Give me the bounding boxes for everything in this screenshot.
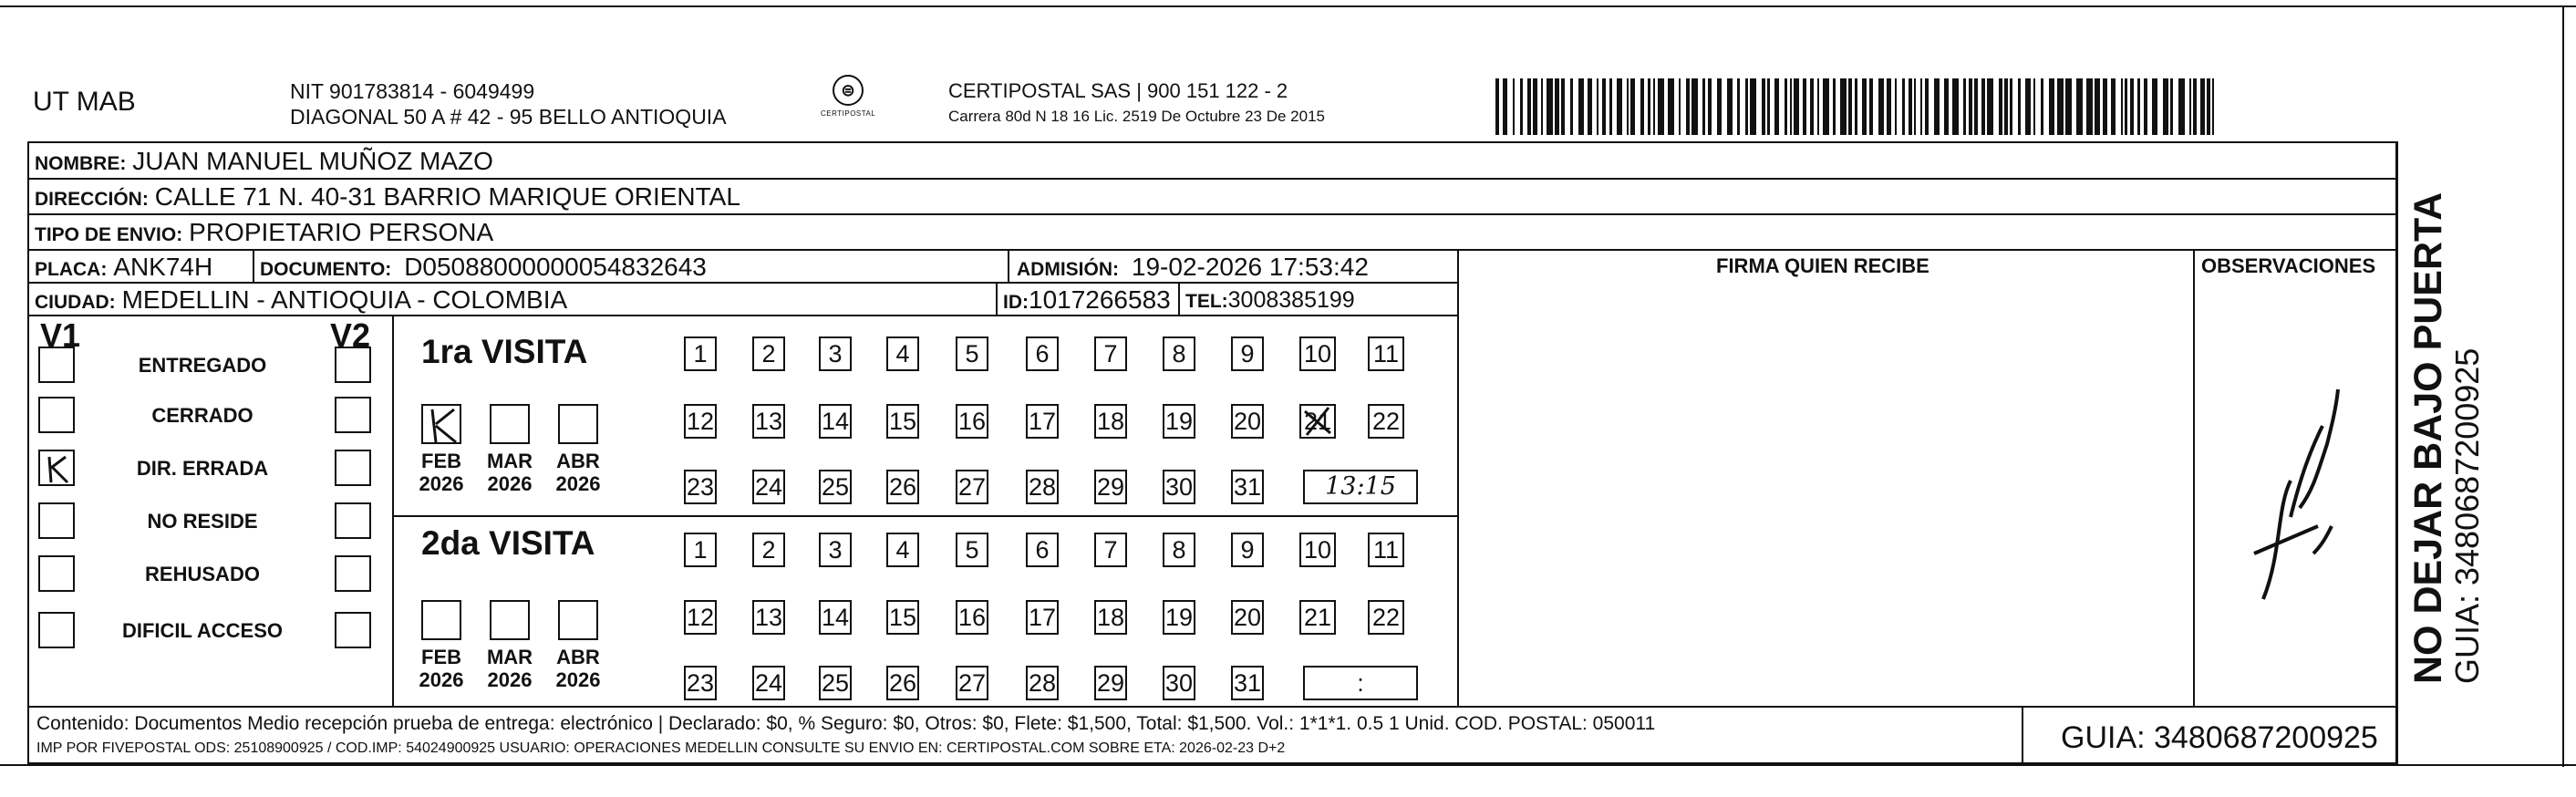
barcode-bar bbox=[2212, 78, 2214, 135]
logo-icon: ⊜ bbox=[833, 75, 864, 106]
barcode-bar bbox=[1503, 78, 1507, 135]
day-box[interactable]: 21 bbox=[1299, 404, 1336, 439]
day-box[interactable]: 14 bbox=[819, 600, 852, 635]
barcode-bar bbox=[1686, 78, 1690, 135]
day-box[interactable]: 2 bbox=[752, 336, 785, 371]
v1-checkbox[interactable] bbox=[38, 555, 75, 592]
barcode-bar bbox=[1794, 78, 1799, 135]
barcode-bar bbox=[1920, 78, 1922, 135]
barcode-bar bbox=[1963, 78, 1966, 135]
month-checkbox[interactable] bbox=[421, 600, 461, 640]
barcode-bar bbox=[2207, 78, 2210, 135]
signature-header: FIRMA QUIEN RECIBE bbox=[1716, 254, 1929, 277]
top-border bbox=[0, 5, 2576, 7]
month-label bbox=[551, 450, 605, 495]
barcode-bar bbox=[1668, 78, 1674, 135]
type-label: TIPO DE ENVIO: bbox=[35, 224, 183, 245]
second-visit-title: 2da VISITA bbox=[421, 524, 595, 562]
month-label bbox=[414, 646, 469, 691]
month-name: ABR bbox=[556, 646, 600, 668]
observations-header: OBSERVACIONES bbox=[2201, 254, 2376, 277]
footer-content: Contenido: Documentos Medio recepción prueba de entrega: electrónico | Declarado: $0, % Seguro: $0, Otros: $0, Flete: $1,500, Total: $1,500. Vol.: 1*1*1. 0.5 1 Unid. COD. POSTAL: 050011 bbox=[36, 713, 1656, 734]
barcode-bar bbox=[1533, 78, 1537, 135]
company-name: UT MAB bbox=[33, 87, 136, 117]
day-box[interactable]: 6 bbox=[1026, 336, 1059, 371]
month-label bbox=[414, 450, 469, 495]
day-box[interactable]: 27 bbox=[956, 470, 988, 504]
barcode-bar bbox=[1785, 78, 1787, 135]
day-box[interactable]: 30 bbox=[1163, 470, 1195, 504]
barcode-bar bbox=[2095, 78, 2100, 135]
day-box[interactable]: 11 bbox=[1368, 533, 1404, 567]
v2-checkbox[interactable] bbox=[335, 347, 371, 383]
status-label: DIR. ERRADA bbox=[136, 457, 269, 480]
v1-checkbox[interactable] bbox=[38, 612, 75, 648]
city-row bbox=[35, 285, 567, 315]
city-value: MEDELLIN - ANTIOQUIA - COLOMBIA bbox=[121, 285, 568, 314]
barcode-bar bbox=[2121, 78, 2123, 135]
delivery-form bbox=[27, 141, 2398, 764]
barcode-bar bbox=[1974, 78, 1978, 135]
barcode-bar bbox=[1855, 78, 1857, 135]
barcode-bar bbox=[1717, 78, 1722, 135]
name-row bbox=[35, 147, 493, 176]
document-label: DOCUMENTO: bbox=[260, 259, 392, 280]
day-box[interactable]: 31 bbox=[1231, 666, 1264, 700]
barcode-bar bbox=[2178, 78, 2185, 135]
barcode-bar bbox=[1944, 78, 1949, 135]
barcode-bar bbox=[1630, 78, 1635, 135]
day-box[interactable]: 4 bbox=[886, 336, 919, 371]
barcode-bar bbox=[2163, 78, 2168, 135]
day-box[interactable]: 25 bbox=[819, 666, 852, 700]
day-box[interactable]: 18 bbox=[1094, 404, 1127, 439]
day-box[interactable]: 26 bbox=[886, 666, 919, 700]
barcode-bar bbox=[1658, 78, 1664, 135]
day-box[interactable]: 16 bbox=[956, 404, 988, 439]
barcode-bar bbox=[2137, 78, 2140, 135]
barcode-bar bbox=[1602, 78, 1606, 135]
barcode-bar bbox=[1902, 78, 1905, 135]
day-box[interactable]: 15 bbox=[886, 404, 919, 439]
barcode-bar bbox=[2004, 78, 2008, 135]
day-box[interactable]: 6 bbox=[1026, 533, 1059, 567]
month-label bbox=[482, 450, 537, 495]
day-box[interactable]: 22 bbox=[1368, 600, 1404, 635]
barcode-bar bbox=[1578, 78, 1584, 135]
barcode-bar bbox=[2086, 78, 2093, 135]
barcode-bar bbox=[2130, 78, 2134, 135]
v1-checkbox[interactable] bbox=[38, 450, 75, 486]
month-year: 2026 bbox=[555, 668, 601, 691]
barcode-bar bbox=[1862, 78, 1867, 135]
barcode-bar bbox=[1513, 78, 1515, 135]
month-name: MAR bbox=[486, 646, 533, 668]
day-box[interactable]: 5 bbox=[956, 533, 988, 567]
barcode-bar bbox=[1909, 78, 1912, 135]
barcode-bar bbox=[1495, 78, 1499, 135]
id-label: ID: bbox=[1003, 292, 1029, 313]
month-checkbox[interactable] bbox=[421, 404, 461, 444]
day-box[interactable]: 29 bbox=[1094, 470, 1127, 504]
barcode-bar bbox=[1969, 78, 1972, 135]
v2-checkbox[interactable] bbox=[335, 555, 371, 592]
side-label bbox=[2407, 192, 2486, 684]
month-checkbox[interactable] bbox=[490, 404, 530, 444]
barcode-bar bbox=[2103, 78, 2107, 135]
barcode-bar bbox=[1597, 78, 1598, 135]
admission-row bbox=[1017, 253, 1369, 282]
day-box[interactable]: 27 bbox=[956, 666, 988, 700]
document-value: D05088000000054832643 bbox=[404, 253, 707, 281]
day-box[interactable]: 13 bbox=[752, 404, 785, 439]
barcode-bar bbox=[1727, 78, 1733, 135]
logo-text: CERTIPOSTAL bbox=[821, 109, 876, 118]
barcode-bar bbox=[1648, 78, 1650, 135]
day-box[interactable]: 17 bbox=[1026, 404, 1059, 439]
status-label: REHUSADO bbox=[145, 563, 260, 585]
checkmark-icon bbox=[423, 406, 463, 446]
status-label: ENTREGADO bbox=[138, 354, 267, 377]
day-box[interactable]: 2 bbox=[752, 533, 785, 567]
barcode-bar bbox=[2065, 78, 2072, 135]
barcode-bar bbox=[1848, 78, 1852, 135]
barcode-bar bbox=[1702, 78, 1705, 135]
barcode-bar bbox=[2111, 78, 2116, 135]
barcode-bar bbox=[1895, 78, 1897, 135]
id-row bbox=[1003, 285, 1171, 315]
day-box[interactable]: 20 bbox=[1231, 600, 1264, 635]
bottom-border bbox=[0, 764, 2576, 766]
day-box[interactable]: 22 bbox=[1368, 404, 1404, 439]
month-label bbox=[482, 646, 537, 691]
month-name: FEB bbox=[421, 646, 461, 668]
handwritten-signature bbox=[2236, 371, 2354, 608]
barcode-bar bbox=[2200, 78, 2205, 135]
barcode-bar bbox=[2125, 78, 2127, 135]
day-box[interactable]: 7 bbox=[1094, 533, 1127, 567]
v1-checkbox[interactable] bbox=[38, 397, 75, 433]
day-box[interactable]: 8 bbox=[1163, 533, 1195, 567]
barcode-bar bbox=[2189, 78, 2191, 135]
barcode bbox=[1495, 78, 2220, 135]
certipostal-logo bbox=[821, 75, 875, 129]
barcode-bar bbox=[1767, 78, 1770, 135]
v2-checkbox[interactable] bbox=[335, 397, 371, 433]
month-year: 2026 bbox=[555, 472, 601, 495]
day-box[interactable]: 3 bbox=[819, 336, 852, 371]
day-box[interactable]: 24 bbox=[752, 666, 785, 700]
side-guia: GUIA: 3480687200925 bbox=[2448, 347, 2486, 684]
day-box[interactable]: 15 bbox=[886, 600, 919, 635]
barcode-bar bbox=[2025, 78, 2031, 135]
day-box[interactable]: 9 bbox=[1231, 336, 1264, 371]
address-row bbox=[35, 182, 740, 212]
day-box[interactable]: 8 bbox=[1163, 336, 1195, 371]
footer-print-info: IMP POR FIVEPOSTAL ODS: 25108900925 / COD.IMP: 54024900925 USUARIO: OPERACIONES MEDELLIN CONSULTE SU ENVIO EN: CERTIPOSTAL.COM SOBRE ETA: 2026-02-23 D+2 bbox=[36, 740, 1286, 756]
month-year: 2026 bbox=[419, 668, 464, 691]
barcode-bar bbox=[1762, 78, 1765, 135]
barcode-bar bbox=[2010, 78, 2012, 135]
plate-row bbox=[35, 253, 212, 282]
barcode-bar bbox=[1878, 78, 1884, 135]
barcode-bar bbox=[1803, 78, 1806, 135]
carrier-license: Carrera 80d N 18 16 Lic. 2519 De Octubre 23 De 2015 bbox=[948, 108, 1325, 125]
day-box[interactable]: 12 bbox=[684, 600, 717, 635]
barcode-bar bbox=[1774, 78, 1779, 135]
day-box[interactable]: 5 bbox=[956, 336, 988, 371]
day-box[interactable]: 20 bbox=[1231, 404, 1264, 439]
day-box[interactable]: 9 bbox=[1231, 533, 1264, 567]
barcode-bar bbox=[1914, 78, 1916, 135]
barcode-bar bbox=[1987, 78, 1993, 135]
day-box[interactable]: 19 bbox=[1163, 404, 1195, 439]
day-box[interactable]: 28 bbox=[1026, 666, 1059, 700]
v1-header: V1 bbox=[40, 316, 81, 354]
tel-row bbox=[1185, 287, 1355, 314]
month-name: FEB bbox=[421, 450, 461, 472]
day-box[interactable]: 19 bbox=[1163, 600, 1195, 635]
barcode-bar bbox=[1981, 78, 1985, 135]
day-box[interactable]: 10 bbox=[1299, 336, 1336, 371]
v2-checkbox[interactable] bbox=[335, 450, 371, 486]
barcode-bar bbox=[1520, 78, 1523, 135]
barcode-bar bbox=[1925, 78, 1929, 135]
cross-mark-icon bbox=[1299, 404, 1336, 440]
tel-value: 3008385199 bbox=[1227, 287, 1355, 313]
barcode-bar bbox=[2033, 78, 2035, 135]
day-box[interactable]: 29 bbox=[1094, 666, 1127, 700]
day-box[interactable]: 3 bbox=[819, 533, 852, 567]
day-box[interactable]: 13 bbox=[752, 600, 785, 635]
barcode-bar bbox=[2018, 78, 2021, 135]
day-box[interactable]: 21 bbox=[1299, 600, 1336, 635]
right-border bbox=[2562, 5, 2564, 767]
day-box[interactable]: 1 bbox=[684, 533, 717, 567]
document-row bbox=[260, 253, 707, 282]
day-box[interactable]: 25 bbox=[819, 470, 852, 504]
barcode-bar bbox=[2144, 78, 2147, 135]
day-box[interactable]: 7 bbox=[1094, 336, 1127, 371]
barcode-bar bbox=[1691, 78, 1698, 135]
barcode-bar bbox=[1750, 78, 1756, 135]
city-label: CIUDAD: bbox=[35, 292, 116, 313]
month-year: 2026 bbox=[487, 668, 533, 691]
barcode-bar bbox=[1887, 78, 1891, 135]
month-year: 2026 bbox=[419, 472, 464, 495]
plate-value: ANK74H bbox=[113, 253, 213, 281]
barcode-bar bbox=[1555, 78, 1559, 135]
status-label: DIFICIL ACCESO bbox=[121, 619, 283, 642]
address-label: DIRECCIÓN: bbox=[35, 189, 149, 210]
barcode-bar bbox=[2152, 78, 2157, 135]
barcode-bar bbox=[1708, 78, 1712, 135]
plate-label: PLACA: bbox=[35, 259, 108, 280]
recipient-name: JUAN MANUEL MUÑOZ MAZO bbox=[132, 147, 493, 175]
hour-box[interactable]: : bbox=[1303, 666, 1418, 700]
barcode-bar bbox=[2049, 78, 2054, 135]
barcode-bar bbox=[1745, 78, 1748, 135]
company-address: DIAGONAL 50 A # 42 - 95 BELLO ANTIOQUIA bbox=[290, 105, 727, 129]
day-box[interactable]: 23 bbox=[684, 470, 717, 504]
barcode-bar bbox=[1547, 78, 1553, 135]
barcode-bar bbox=[1653, 78, 1655, 135]
day-box[interactable]: 24 bbox=[752, 470, 785, 504]
barcode-bar bbox=[1679, 78, 1681, 135]
v1-checkbox[interactable] bbox=[38, 502, 75, 539]
type-row bbox=[35, 218, 493, 247]
day-box[interactable]: 12 bbox=[684, 404, 717, 439]
day-box[interactable]: 10 bbox=[1299, 533, 1336, 567]
barcode-bar bbox=[1627, 78, 1629, 135]
month-name: ABR bbox=[556, 450, 600, 472]
month-year: 2026 bbox=[487, 472, 533, 495]
side-warning: NO DEJAR BAJO PUERTA bbox=[2406, 191, 2450, 684]
day-box[interactable]: 26 bbox=[886, 470, 919, 504]
recipient-address: CALLE 71 N. 40-31 BARRIO MARIQUE ORIENTAL bbox=[154, 182, 740, 211]
status-label: NO RESIDE bbox=[147, 510, 258, 533]
v1-checkbox[interactable] bbox=[38, 347, 75, 383]
first-visit-title: 1ra VISITA bbox=[421, 333, 588, 370]
company-info bbox=[290, 78, 727, 129]
barcode-bar bbox=[1999, 78, 2002, 135]
barcode-bar bbox=[1869, 78, 1873, 135]
barcode-bar bbox=[1823, 78, 1829, 135]
company-nit: NIT 901783814 - 6049499 bbox=[290, 79, 535, 103]
day-box[interactable]: 4 bbox=[886, 533, 919, 567]
month-checkbox[interactable] bbox=[490, 600, 530, 640]
admission-label: ADMISIÓN: bbox=[1017, 259, 1119, 280]
shipment-type: PROPIETARIO PERSONA bbox=[189, 218, 494, 246]
carrier-info bbox=[948, 78, 1325, 129]
day-box[interactable]: 30 bbox=[1163, 666, 1195, 700]
barcode-bar bbox=[1570, 78, 1573, 135]
barcode-bar bbox=[1737, 78, 1740, 135]
month-label bbox=[551, 646, 605, 691]
day-box[interactable]: 14 bbox=[819, 404, 852, 439]
barcode-bar bbox=[1640, 78, 1644, 135]
barcode-bar bbox=[1588, 78, 1592, 135]
barcode-bar bbox=[1541, 78, 1543, 135]
barcode-bar bbox=[1833, 78, 1836, 135]
barcode-bar bbox=[2057, 78, 2064, 135]
carrier-name: CERTIPOSTAL SAS | 900 151 122 - 2 bbox=[948, 79, 1288, 102]
barcode-bar bbox=[1790, 78, 1792, 135]
tel-label: TEL: bbox=[1185, 291, 1228, 312]
v2-checkbox[interactable] bbox=[335, 612, 371, 648]
day-box[interactable]: 1 bbox=[684, 336, 717, 371]
admission-value: 19-02-2026 17:53:42 bbox=[1131, 253, 1369, 281]
name-label: NOMBRE: bbox=[35, 153, 127, 174]
barcode-bar bbox=[2041, 78, 2043, 135]
barcode-bar bbox=[2170, 78, 2173, 135]
v2-header: V2 bbox=[330, 316, 371, 354]
month-checkbox[interactable] bbox=[558, 404, 598, 444]
barcode-bar bbox=[1527, 78, 1531, 135]
hour-box[interactable]: 13:15 bbox=[1303, 470, 1418, 504]
barcode-bar bbox=[1952, 78, 1959, 135]
barcode-bar bbox=[2193, 78, 2197, 135]
month-name: MAR bbox=[486, 450, 533, 472]
guia-number: GUIA: 3480687200925 bbox=[2061, 720, 2378, 755]
barcode-bar bbox=[1609, 78, 1612, 135]
barcode-bar bbox=[1840, 78, 1847, 135]
status-label: CERRADO bbox=[151, 404, 253, 427]
barcode-bar bbox=[1810, 78, 1814, 135]
day-box[interactable]: 17 bbox=[1026, 600, 1059, 635]
barcode-bar bbox=[1617, 78, 1622, 135]
barcode-bar bbox=[1934, 78, 1940, 135]
month-checkbox[interactable] bbox=[558, 600, 598, 640]
day-box[interactable]: 16 bbox=[956, 600, 988, 635]
day-box[interactable]: 31 bbox=[1231, 470, 1264, 504]
day-box[interactable]: 23 bbox=[684, 666, 717, 700]
checkmark-icon bbox=[40, 451, 77, 488]
day-box[interactable]: 28 bbox=[1026, 470, 1059, 504]
id-value: 1017266583 bbox=[1029, 285, 1171, 314]
day-box[interactable]: 18 bbox=[1094, 600, 1127, 635]
barcode-bar bbox=[2076, 78, 2083, 135]
v2-checkbox[interactable] bbox=[335, 502, 371, 539]
day-box[interactable]: 11 bbox=[1368, 336, 1404, 371]
barcode-bar bbox=[1561, 78, 1565, 135]
barcode-bar bbox=[1817, 78, 1819, 135]
